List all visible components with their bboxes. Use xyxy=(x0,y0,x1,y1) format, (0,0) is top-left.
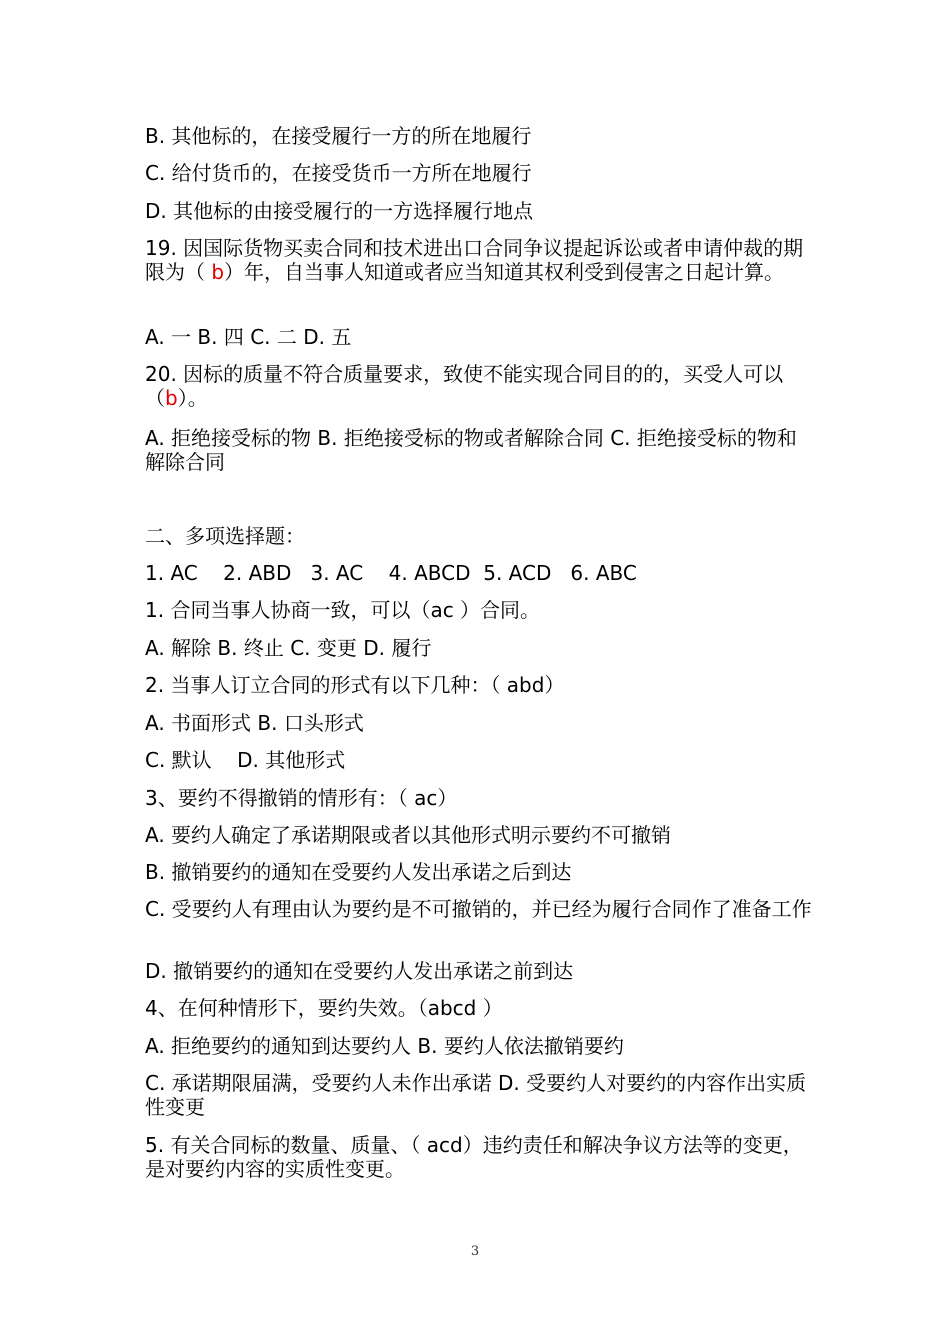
text-segment: A. 拒绝接受标的物 B. 拒绝接受标的物或者解除合同 C. 拒绝接受标的物和解除合同 xyxy=(145,426,797,474)
text-segment: 3、要约不得撤销的情形有：（ ac） xyxy=(145,786,458,810)
text-line xyxy=(145,673,815,697)
text-line xyxy=(145,786,815,810)
text-line xyxy=(145,1034,815,1058)
text-line xyxy=(145,561,815,585)
text-segment: 4、在何种情形下，要约失效。（abcd ） xyxy=(145,996,503,1020)
text-segment: 20. 因标的质量不符合质量要求，致使不能实现合同目的的，买受人可以（ xyxy=(145,362,784,410)
text-segment: B. 撤销要约的通知在受要约人发出承诺之后到达 xyxy=(145,860,572,884)
text-segment: 1. 合同当事人协商一致，可以（ac ）合同。 xyxy=(145,598,541,622)
text-segment: D. 撤销要约的通知在受要约人发出承诺之前到达 xyxy=(145,959,574,983)
text-line xyxy=(145,236,815,284)
text-line xyxy=(145,325,815,349)
text-segment: A. 拒绝要约的通知到达要约人 B. 要约人依法撤销要约 xyxy=(145,1034,624,1058)
text-line xyxy=(145,1133,815,1181)
text-segment: 19. 因国际货物买卖合同和技术进出口合同争议提起诉讼或者申请仲裁的期限为（ xyxy=(145,236,804,284)
text-segment: C. 默认 D. 其他形式 xyxy=(145,748,346,772)
text-segment: 二、多项选择题： xyxy=(145,524,305,548)
text-segment: 1. AC 2. ABD 3. AC 4. ABCD 5. ACD 6. ABC xyxy=(145,561,637,585)
text-segment: B. 其他标的，在接受履行一方的所在地履行 xyxy=(145,124,532,148)
answer-mark: b xyxy=(211,260,225,284)
text-line xyxy=(145,711,815,735)
text-line xyxy=(145,897,815,921)
text-segment: 2. 当事人订立合同的形式有以下几种：（ abd） xyxy=(145,673,565,697)
text-line xyxy=(145,1071,815,1119)
text-segment: C. 给付货币的，在接受货币一方所在地履行 xyxy=(145,161,532,185)
text-segment: 5. 有关合同标的数量、质量、（ acd）违约责任和解决争议方法等的变更，是对要约内容的实质性变更。 xyxy=(145,1133,803,1181)
text-line xyxy=(145,362,815,410)
text-line xyxy=(145,860,815,884)
text-line xyxy=(145,598,815,622)
page-number: 3 xyxy=(470,1244,480,1259)
text-line xyxy=(145,959,815,983)
text-segment: A. 书面形式 B. 口头形式 xyxy=(145,711,364,735)
text-segment: ）。 xyxy=(177,386,208,410)
text-line xyxy=(145,426,815,474)
text-line xyxy=(145,524,815,548)
text-line xyxy=(145,636,815,660)
text-segment: A. 一 B. 四 C. 二 D. 五 xyxy=(145,325,352,349)
answer-mark: b xyxy=(165,386,178,410)
text-line xyxy=(145,996,815,1020)
text-segment: A. 解除 B. 终止 C. 变更 D. 履行 xyxy=(145,636,432,660)
text-line xyxy=(145,199,815,223)
text-line xyxy=(145,161,815,185)
text-segment: D. 其他标的由接受履行的一方选择履行地点 xyxy=(145,199,534,223)
text-segment: C. 受要约人有理由认为要约是不可撤销的，并已经为履行合同作了准备工作 xyxy=(145,897,812,921)
text-line xyxy=(145,823,815,847)
text-segment: A. 要约人确定了承诺期限或者以其他形式明示要约不可撤销 xyxy=(145,823,672,847)
text-line xyxy=(145,748,815,772)
text-segment: C. 承诺期限届满，受要约人未作出承诺 D. 受要约人对要约的内容作出实质性变更 xyxy=(145,1071,807,1119)
text-segment: ）年，自当事人知道或者应当知道其权利受到侵害之日起计算。 xyxy=(224,260,785,284)
text-line xyxy=(145,124,815,148)
